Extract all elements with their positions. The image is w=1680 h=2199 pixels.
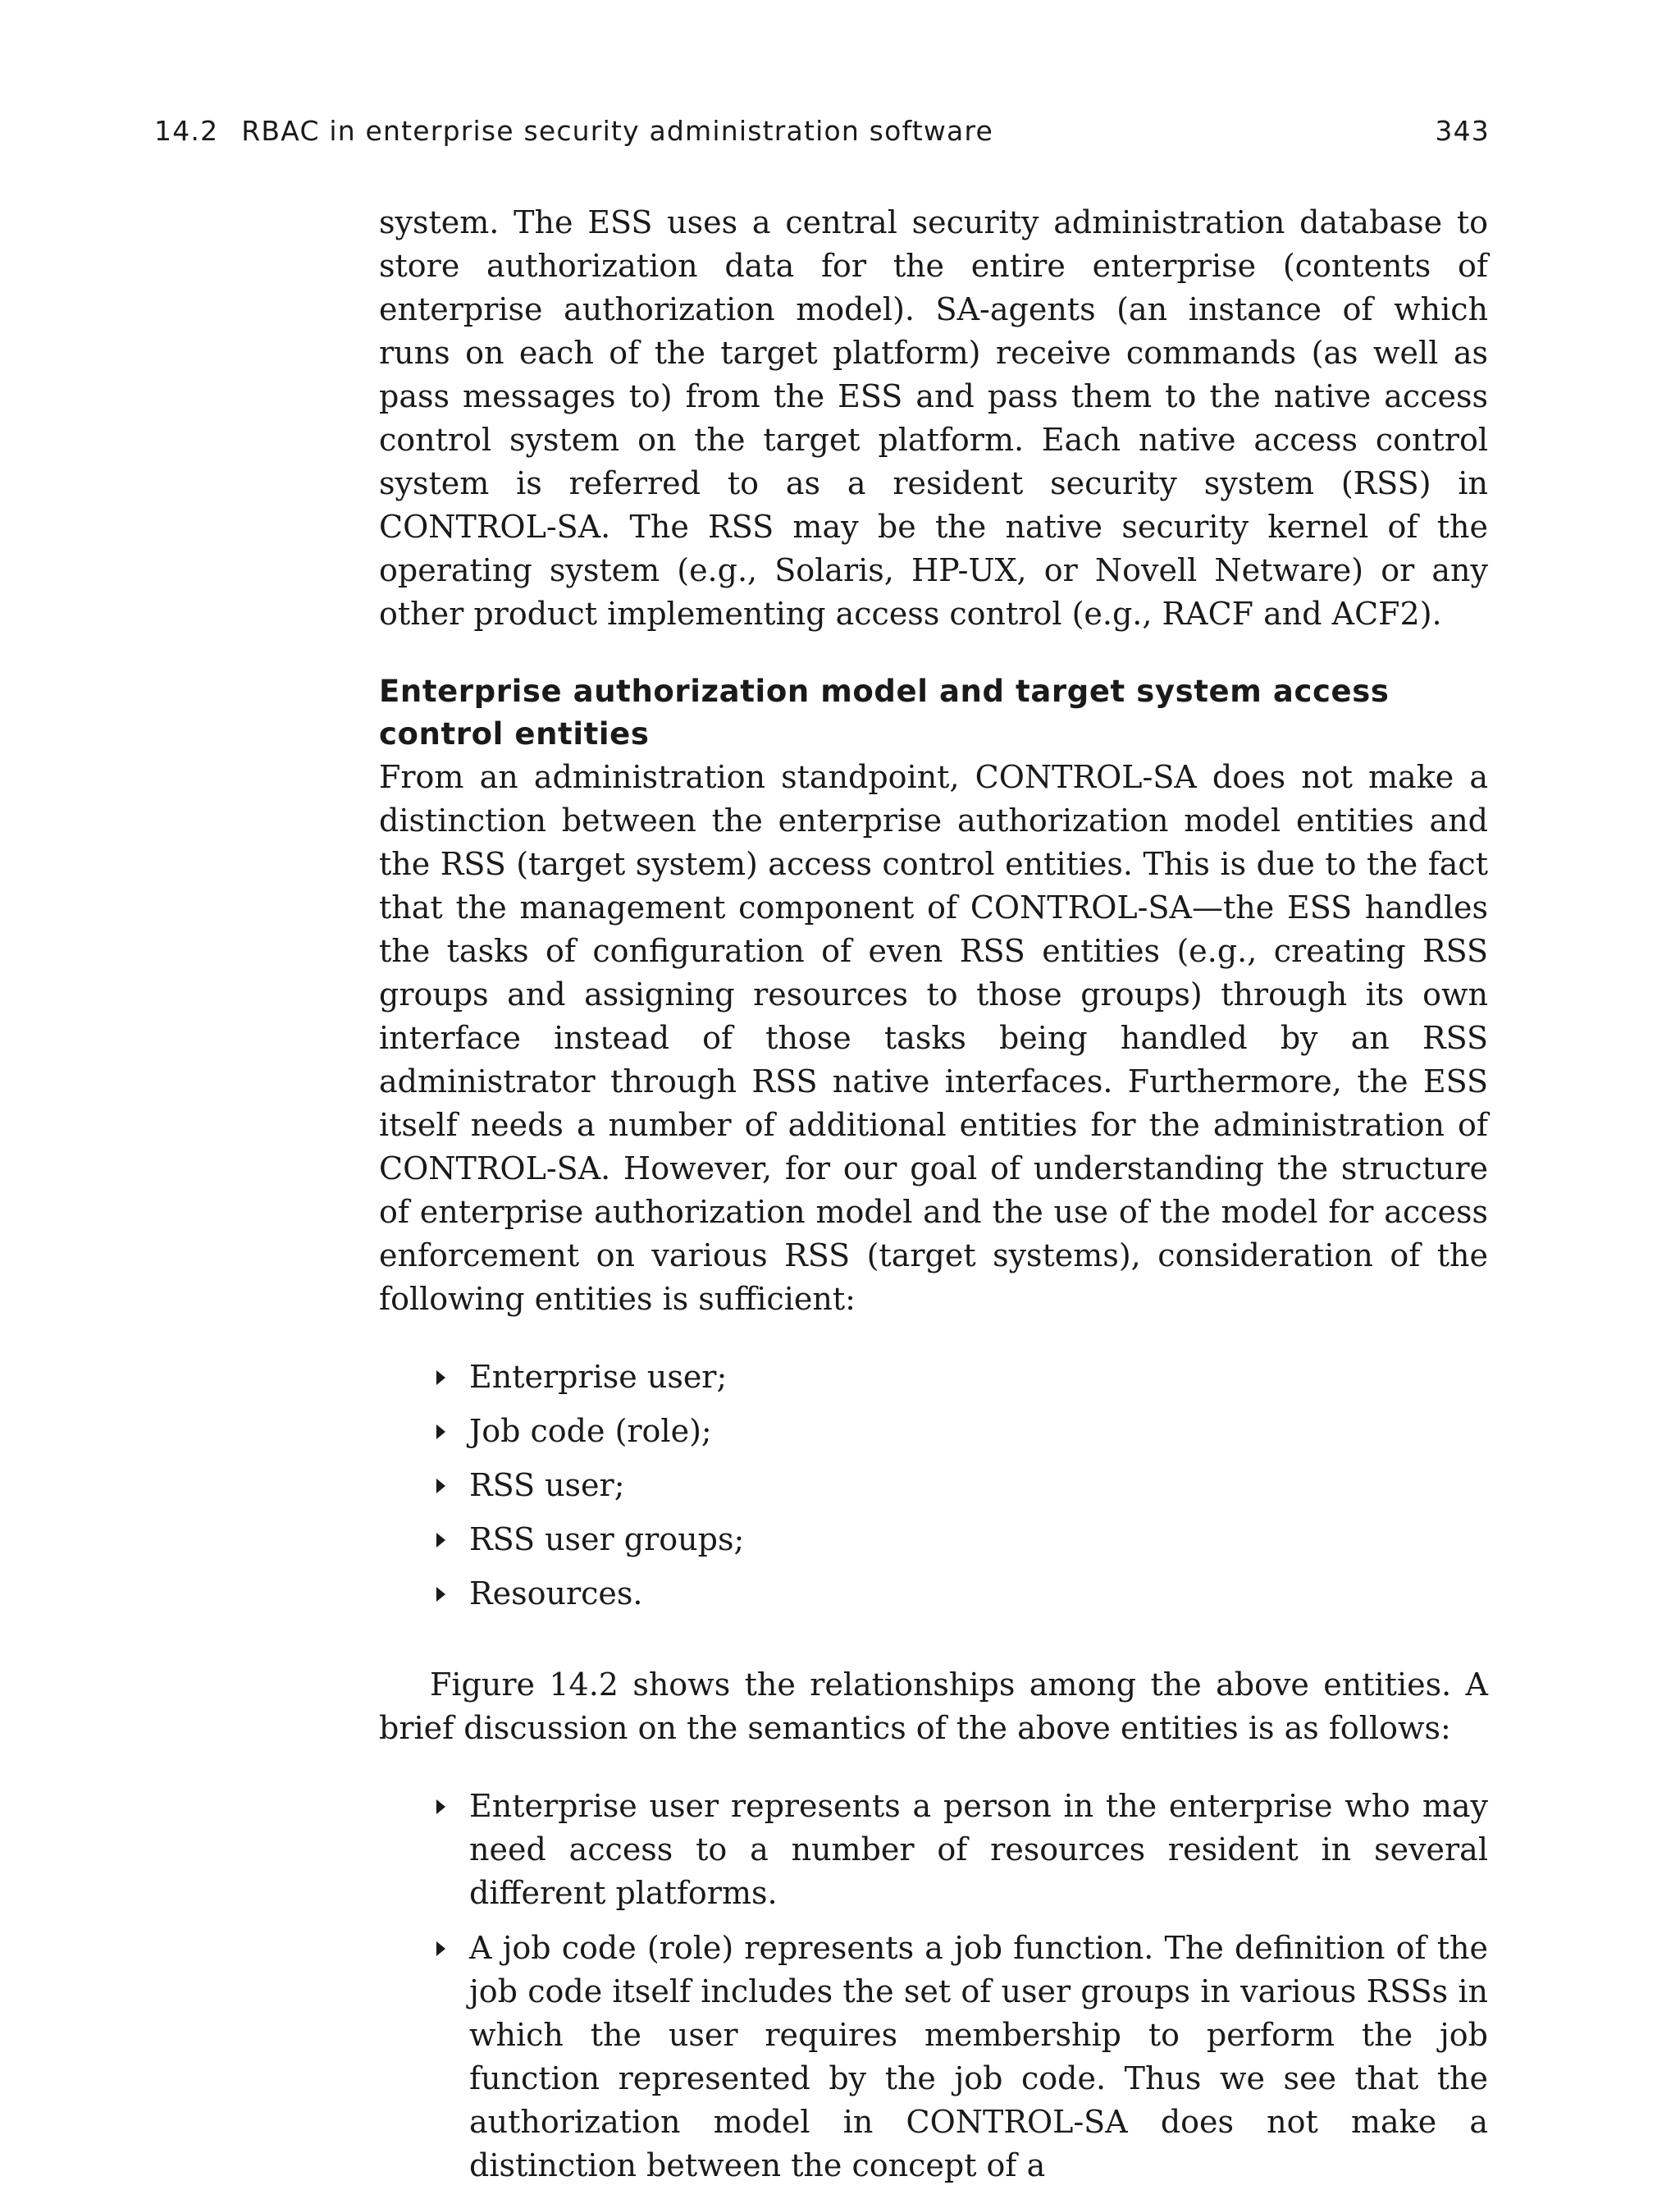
list-item-text: RSS user;: [469, 1467, 625, 1503]
body-column: [379, 201, 1488, 2199]
list-item: [469, 1410, 1488, 1453]
intro-paragraph: system. The ESS uses a central security administration database to store authorization data for the entire enterprise (contents of enterprise authorization model). SA-agents (an instance of which runs on each of the target platform) receive commands (as well as pass messages to) from the ESS and pass them to the native access control system on the target platform. Each native access control system is referred to as a resident security system (RSS) in CONTROL-SA. The RSS may be the native security kernel of the operating system (e.g., Solaris, HP-UX, or Novell Netware) or any other product implementing access control (e.g., RACF and ACF2).: [379, 204, 1488, 632]
semantics-list: [379, 1785, 1488, 2188]
running-head-left: [154, 115, 993, 147]
bullet-icon: [436, 1533, 445, 1548]
section-paragraph: From an administration standpoint, CONTROL-SA does not make a distinction between the enterprise authorization model entities and the RSS (target system) access control entities. This is due to the fact that the management component of CONTROL-SA—the ESS handles the tasks of configuration of even RSS entities (e.g., creating RSS groups and assigning resources to those groups) through its own interface instead of those tasks being handled by an RSS administrator through RSS native interfaces. Furthermore, the ESS itself needs a number of additional entities for the administration of CONTROL-SA. However, for our goal of understanding the structure of enterprise authorization model and the use of the model for access enforcement on various RSS (target systems), consideration of the following entities is sufficient:: [379, 759, 1488, 1317]
section-heading: Enterprise authorization model and target system access control entities: [379, 674, 1390, 752]
bullet-icon: [436, 1799, 445, 1814]
bullet-icon: [436, 1587, 445, 1602]
bullet-icon: [436, 1479, 445, 1493]
entity-list: [379, 1356, 1488, 1616]
bullet-icon: [436, 1370, 445, 1385]
list-item: [469, 1356, 1488, 1399]
bullet-icon: [436, 1424, 445, 1439]
list-item: [469, 1572, 1488, 1616]
list-item-text: Resources.: [469, 1575, 643, 1612]
running-head: [154, 115, 1490, 156]
list-item-text: A job code (role) represents a job function. The definition of the job code itself includes the set of user groups in various RSSs in which the user requires membership to perform the job function represented by the job code. Thus we see that the authorization model in CONTROL-SA does not make a distinction between the concept of a: [469, 1930, 1488, 2183]
section-number: 14.2: [154, 115, 219, 147]
list-item-text: Enterprise user represents a person in the enterprise who may need access to a number of resources resident in several different platforms.: [469, 1788, 1488, 1911]
list-item: [469, 1785, 1488, 1915]
list-item: [469, 1927, 1488, 2188]
page-number: 343: [1435, 115, 1490, 147]
list-item: [469, 1518, 1488, 1561]
bullet-icon: [436, 1941, 445, 1956]
section-title: RBAC in enterprise security administration software: [241, 115, 993, 147]
list-item: [469, 1464, 1488, 1507]
list-item-text: Enterprise user;: [469, 1359, 728, 1395]
list-item-text: Job code (role);: [469, 1413, 712, 1449]
list-item-text: RSS user groups;: [469, 1521, 745, 1557]
figure-paragraph: Figure 14.2 shows the relationships among the above entities. A brief discussion on the semantics of the above entities is as follows:: [379, 1666, 1488, 1746]
